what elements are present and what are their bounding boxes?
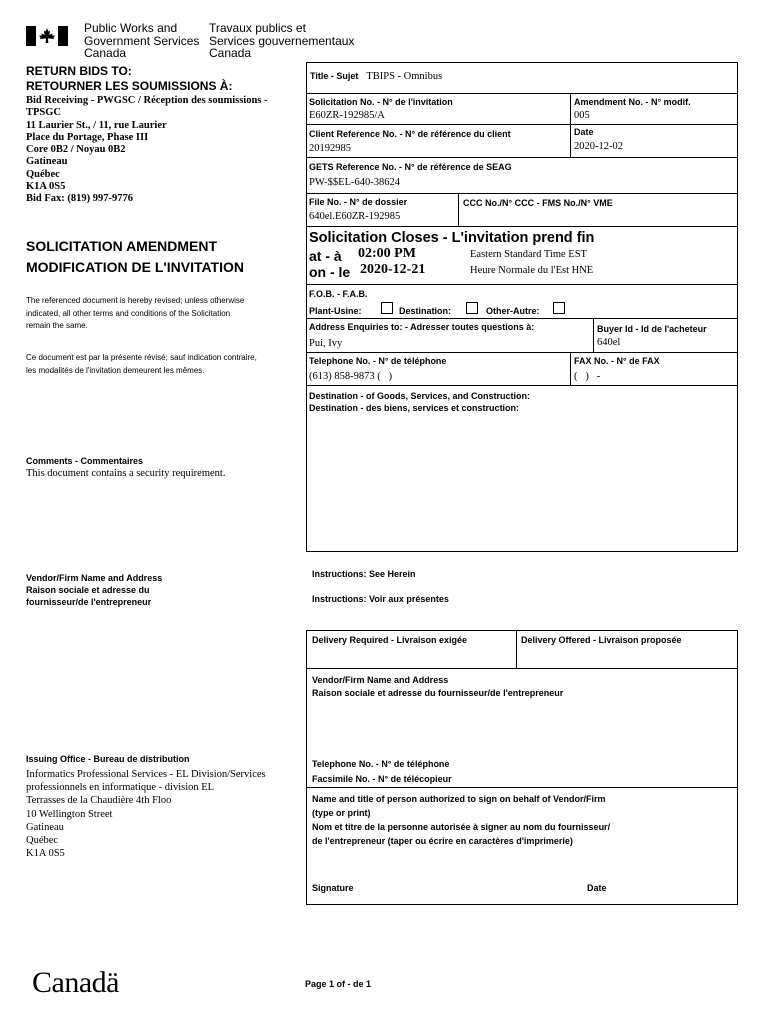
enquiries-label: Address Enquiries to: - Adresser toutes questions à: — [309, 322, 535, 332]
issuing-office-label: Issuing Office - Bureau de distribution — [26, 754, 190, 764]
plant-checkbox[interactable] — [381, 302, 393, 314]
address-line: TPSGC — [26, 107, 62, 119]
destination-checkbox[interactable] — [466, 302, 478, 314]
divider — [570, 93, 571, 157]
divider — [306, 284, 738, 285]
divider — [306, 352, 738, 353]
file-no-label: File No. - N° de dossier — [309, 197, 408, 207]
comments-label: Comments - Commentaires — [26, 456, 144, 466]
amendment-text-line: indicated, all other terms and conditions of the Solicitation — [26, 308, 231, 318]
other-label: Other-Autre: — [486, 306, 540, 316]
return-bids-en: RETURN BIDS TO: — [26, 64, 132, 78]
closes-title: Solicitation Closes - L'invitation prend fin — [309, 230, 595, 246]
department-name-fr — [209, 22, 354, 60]
instructions-fr: Instructions: Voir aux présentes — [312, 594, 449, 604]
divider — [306, 318, 738, 319]
amendment-text-en — [26, 295, 244, 333]
enquiries-value: Pui, Ivy — [309, 338, 343, 349]
destination-goods-fr: Destination - des biens, services et construction: — [309, 402, 520, 413]
destination-goods-label — [309, 391, 530, 414]
plant-label: Plant-Usine: — [309, 306, 362, 316]
address-line: Québec — [26, 168, 60, 180]
gets-label: GETS Reference No. - N° de référence de SEAG — [309, 162, 512, 172]
divider — [516, 630, 517, 668]
file-no-value: 640el.E60ZR-192985 — [309, 211, 401, 222]
return-bids-title — [26, 64, 232, 94]
vendor-label-line: fournisseur/de l'entrepreneur — [26, 597, 152, 607]
address-line: 11 Laurier St., / 11, rue Laurier — [26, 119, 167, 131]
timezone-fr: Heure Normale du l'Est HNE — [470, 265, 594, 276]
amendment-no-value: 005 — [574, 110, 590, 121]
return-bids-address — [26, 95, 268, 206]
divider — [306, 385, 738, 386]
date-label: Date — [574, 127, 594, 137]
phone-value: (613) 858-9873 ( ) — [309, 371, 393, 382]
delivery-required-label: Delivery Required - Livraison exigée — [312, 635, 468, 645]
comments-text: This document contains a security requirement. — [26, 468, 226, 479]
canada-flag-icon — [26, 26, 68, 46]
closing-date: 2020-12-21 — [360, 262, 426, 277]
destination-label: Destination: — [399, 306, 452, 316]
date-value: 2020-12-02 — [574, 141, 623, 152]
vendor-box-en: Vendor/Firm Name and Address — [312, 675, 449, 685]
title-label: Title - Sujet — [310, 71, 359, 81]
amendment-text-line: les modalités de l'invitation demeurent les mêmes. — [26, 365, 205, 375]
issuing-address-line: Terrasses de la Chaudière 4th Floo — [26, 795, 172, 807]
dept-en-line: Canada — [84, 46, 127, 60]
title-value: TBIPS - Omnibus — [366, 71, 443, 82]
issuing-office-address — [26, 768, 266, 860]
address-line: Bid Receiving - PWGSC / Réception des soumissions - — [26, 95, 268, 106]
address-line: K1A 0S5 — [26, 181, 66, 193]
on-label: on - le — [309, 264, 351, 280]
vendor-box-fr: Raison sociale et adresse du fournisseur/de l'entrepreneur — [312, 688, 564, 698]
vendor-name-address-label — [312, 674, 563, 700]
dept-fr-line: Services gouvernementaux — [209, 33, 355, 48]
issuing-address-line: Québec — [26, 835, 59, 847]
divider — [593, 318, 594, 352]
delivery-offered-label: Delivery Offered - Livraison proposée — [521, 635, 682, 645]
return-bids-fr: RETOURNER LES SOUMISSIONS À: — [26, 79, 233, 93]
client-ref-value: 20192985 — [309, 143, 351, 154]
issuing-address-line: Informatics Professional Services - EL Division/Services — [26, 769, 266, 780]
title-field — [310, 66, 442, 84]
divider — [306, 157, 738, 158]
ccc-label: CCC No./N° CCC - FMS No./N° VME — [463, 198, 613, 208]
vendor-telephone-label: Telephone No. - N° de téléphone — [312, 759, 450, 769]
canada-wordmark: Canadä — [32, 966, 119, 999]
signature-label: Signature — [312, 883, 354, 893]
closing-time: 02:00 PM — [358, 246, 416, 261]
gets-value: PW-$$EL-640-38624 — [309, 177, 400, 188]
client-ref-label: Client Reference No. - N° de référence du client — [309, 129, 511, 139]
amendment-title-en: SOLICITATION AMENDMENT — [26, 238, 218, 254]
amendment-title-fr: MODIFICATION DE L'INVITATION — [26, 259, 244, 275]
timezone-en: Eastern Standard Time EST — [470, 249, 587, 260]
authorized-line: (type or print) — [312, 808, 371, 818]
buyer-id-label: Buyer Id - Id de l'acheteur — [597, 324, 707, 334]
page-number: Page 1 of - de 1 — [305, 979, 372, 989]
at-label: at - à — [309, 248, 342, 264]
fob-label: F.O.B. - F.A.B. — [309, 289, 368, 299]
authorized-line: Nom et titre de la personne autorisée à signer au nom du fournisseur/ — [312, 822, 611, 832]
issuing-address-line: 10 Wellington Street — [26, 808, 113, 820]
authorized-line: Name and title of person authorized to sign on behalf of Vendor/Firm — [312, 794, 606, 804]
issuing-address-line: Gatineau — [26, 821, 64, 833]
authorized-line: de l'entrepreneur (taper ou écrire en caractères d'imprimerie) — [312, 836, 573, 846]
dept-en-line: Public Works and — [84, 21, 178, 35]
divider — [306, 668, 738, 669]
destination-goods-en: Destination - of Goods, Services, and Construction: — [309, 391, 531, 401]
phone-label: Telephone No. - N° de téléphone — [309, 356, 447, 366]
dept-fr-line: Canada — [209, 46, 252, 60]
divider — [306, 93, 738, 94]
address-line: Place du Portage, Phase III — [26, 131, 149, 143]
fax-value: ( ) - — [574, 371, 601, 382]
vendor-fax-label: Facsimile No. - N° de télécopieur — [312, 774, 452, 784]
divider — [306, 787, 738, 788]
divider — [306, 226, 738, 227]
divider — [306, 124, 738, 125]
divider — [458, 193, 459, 226]
dept-fr-line: Travaux publics et — [209, 21, 306, 35]
buyer-id-value: 640el — [597, 337, 621, 348]
divider — [306, 193, 738, 194]
dept-en-line: Government Services — [84, 33, 200, 48]
address-line: Bid Fax: (819) 997-9776 — [26, 193, 134, 205]
department-name-en — [84, 22, 199, 60]
amendment-text-line: The referenced document is hereby revised; unless otherwise — [26, 296, 245, 305]
solicitation-value: E60ZR-192985/A — [309, 110, 385, 121]
issuing-address-line: K1A 0S5 — [26, 848, 65, 860]
issuing-address-line: professionnels en informatique - division EL — [26, 782, 215, 794]
vendor-label-line: Raison sociale et adresse du — [26, 585, 150, 595]
amendment-text-line: Ce document est par la présente révisé; sauf indication contraire, — [26, 353, 257, 362]
amendment-text-fr — [26, 352, 257, 377]
address-line: Gatineau — [26, 156, 68, 168]
address-line: Core 0B2 / Noyau 0B2 — [26, 144, 126, 156]
vendor-label-line: Vendor/Firm Name and Address — [26, 573, 163, 583]
amendment-no-label: Amendment No. - N° modif. — [574, 97, 691, 107]
signature-date-label: Date — [587, 883, 607, 893]
vendor-firm-label — [26, 572, 162, 608]
other-checkbox[interactable] — [553, 302, 565, 314]
fax-label: FAX No. - N° de FAX — [574, 356, 660, 366]
divider — [570, 352, 571, 385]
solicitation-label: Solicitation No. - N° de l'invitation — [309, 97, 453, 107]
amendment-text-line: remain the same. — [26, 321, 88, 330]
instructions-en: Instructions: See Herein — [312, 569, 416, 579]
authorized-signer-label — [312, 792, 610, 848]
amendment-title — [26, 236, 244, 278]
